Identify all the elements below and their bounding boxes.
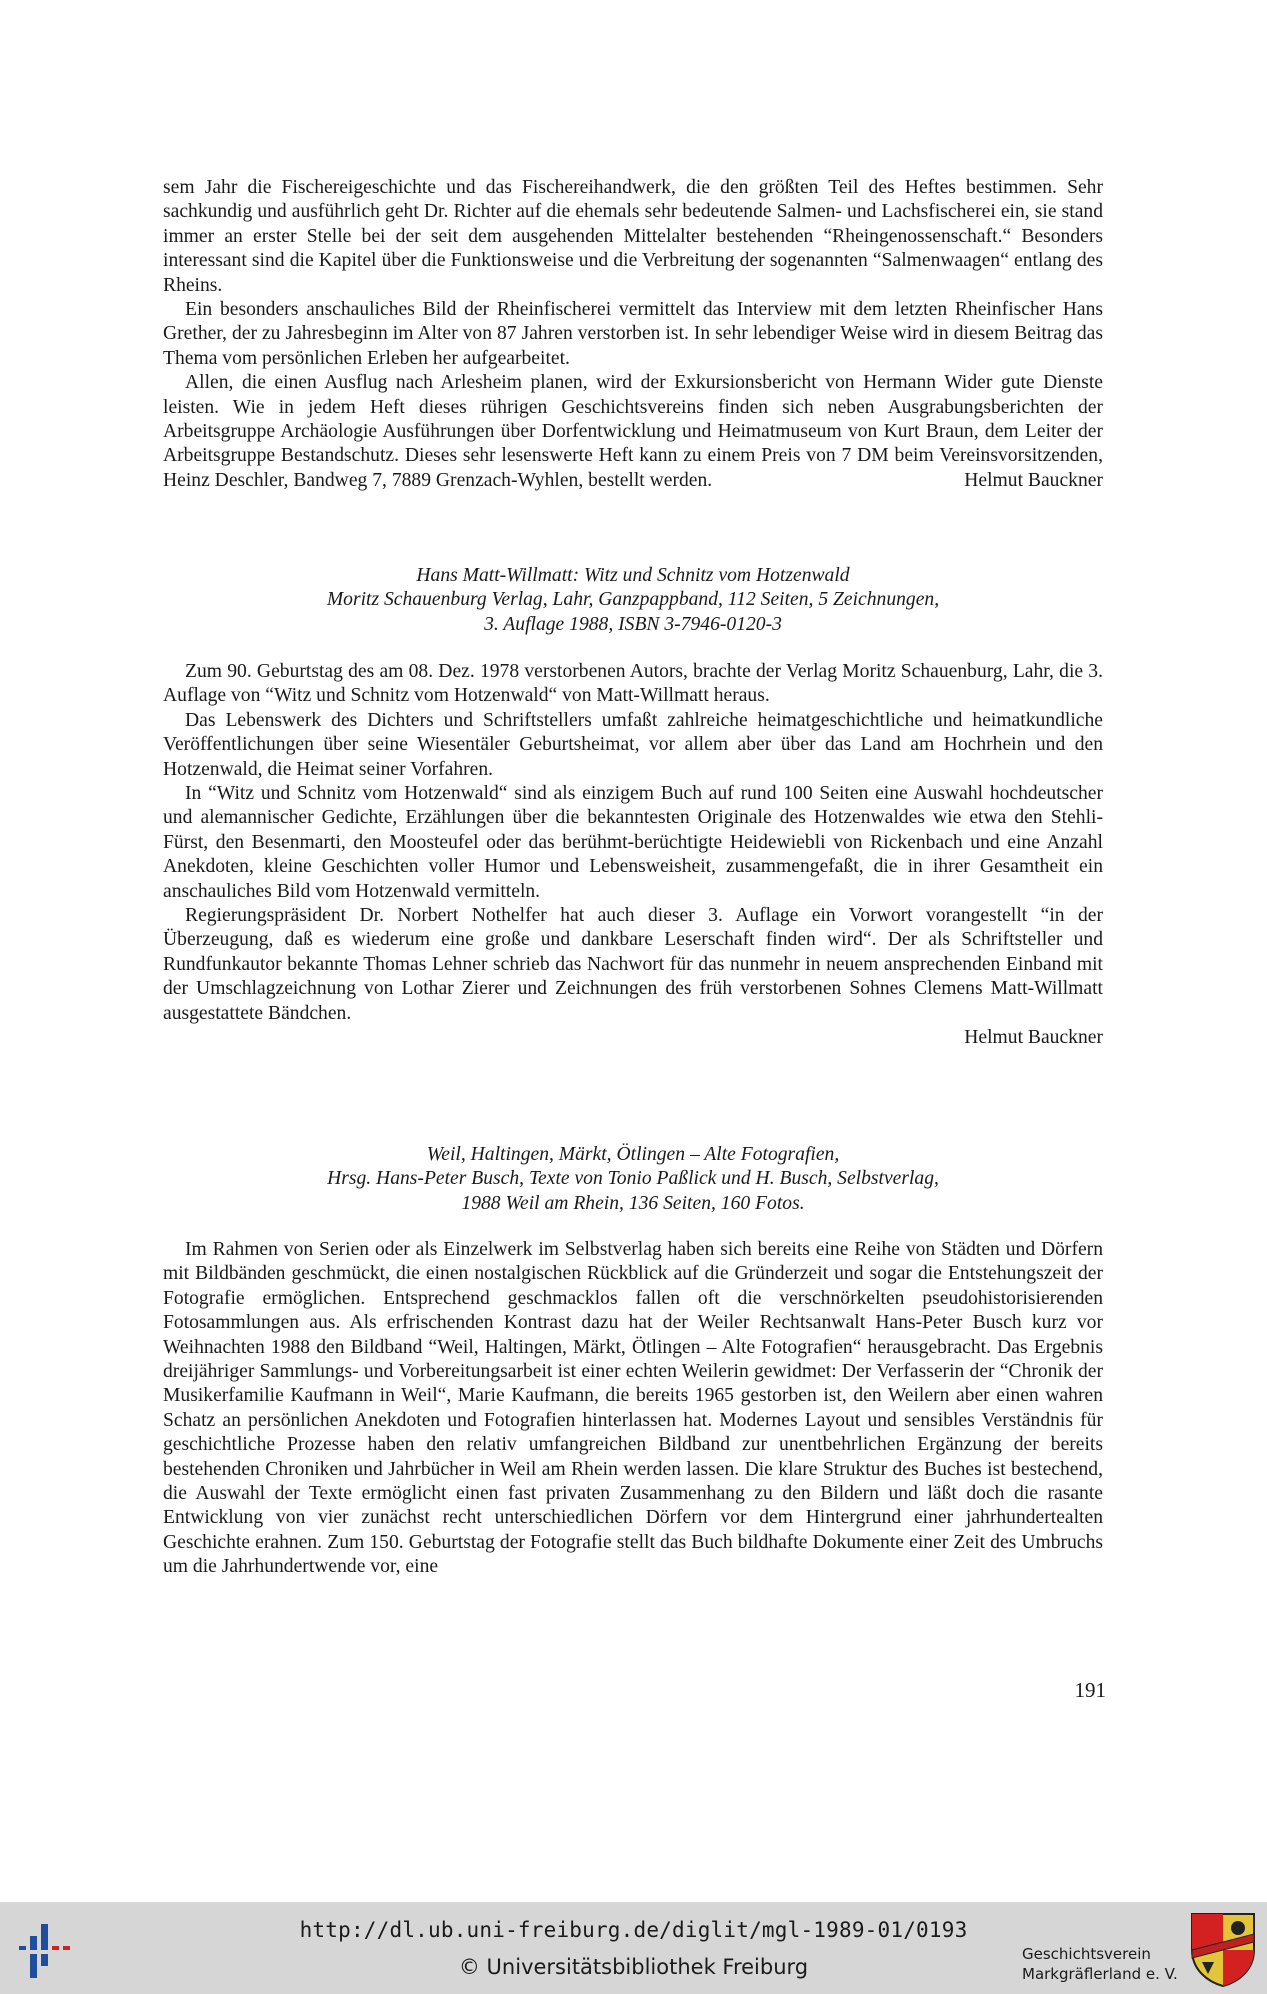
org-name-line: Markgräflerland e. V. [1022,1965,1178,1983]
heading-line: Moritz Schauenburg Verlag, Lahr, Ganzpappband, 112 Seiten, 5 Zeichnungen, [326,589,940,611]
review-section-3 [163,1238,1103,1580]
heading-line: Hans Matt-Willmatt: Witz und Schnitz vom Hotzenwald [416,565,850,586]
paragraph: sem Jahr die Fischereigeschichte und das Fischereihandwerk, die den größten Teil des Heftes bestimmen. Sehr sachkundig und ausführlich geht Dr. Richter auf die ehemals sehr bedeutende Salmen- und Lachsfischerei ein, sie stand immer an erster Stelle bei der seit dem ausgehenden Mittelalter bestehenden “Rheingenossenschaft.“ Besonders interessant sind die Kapitel über die Funktionsweise und die Verbreitung der sogenannten “Salmenwaagen“ entlang des Rheins. [163,177,1103,296]
book-heading-3 [163,1143,1103,1216]
book-heading-2 [163,564,1103,637]
paragraph: Allen, die einen Ausflug nach Arlesheim planen, wird der Exkursionsbericht von Hermann Wider gute Dienste leisten. Wie in jedem Heft dieses rührigen Geschichtsvereins finden sich neben Ausgrabungsberichten der Arbeitsgruppe Archäologie Ausführungen über Dorfentwicklung und Heimatmuseum von Kurt Braun, dem Leiter der Arbeitsgruppe Bestandschutz. Dieses sehr lesenswerte Heft kann zu einem Preis von 7 DM beim Vereinsvorsitzenden, Heinz Deschler, Bandweg 7, 7889 Grenzach-Wyhlen, bestellt werden. [163,372,1103,491]
copyright-notice: © Universitätsbibliothek Freiburg [458,1955,809,1979]
review-section-2 [163,660,1103,1051]
paragraph: Zum 90. Geburtstag des am 08. Dez. 1978 verstorbenen Autors, brachte der Verlag Moritz Schauenburg, Lahr, die 3. Auflage von “Witz und Schnitz vom Hotzenwald“ von Matt-Willmatt heraus. [163,661,1103,707]
review-section-1 [163,176,1103,493]
paragraph: Das Lebenswerk des Dichters und Schriftstellers umfaßt zahlreiche heimatgeschichtliche und heimatkundliche Veröffentlichungen über seine Wiesentäler Geburtsheimat, vor allem aber über das Land am Hochrhein und den Hotzenwald, die Heimat seiner Vorfahren. [163,709,1103,780]
coat-of-arms-icon [1188,1910,1258,1988]
org-name-line: Geschichtsverein [1022,1945,1151,1963]
page-number: 191 [1074,1678,1106,1702]
paragraph: Im Rahmen von Serien oder als Einzelwerk im Selbstverlag haben sich bereits eine Reihe von Städten und Dörfern mit Bildbänden geschmückt, die einen nostalgischen Rückblick auf die Gründerzeit und sogar die Entstehungszeit der Fotografie ermöglichen. Entsprechend geschmacklos fallen oft die verschnörkelten pseudohistorisierenden Fotosammlungen aus. Als erfrischenden Kontrast dazu hat der Weiler Rechtsanwalt Hans-Peter Busch kurz vor Weihnachten 1988 den Bildband “Weil, Haltingen, Märkt, Ötlingen – Alte Fotografien“ herausgebracht. Das Ergebnis dreijähriger Sammlungs- und Vorbereitungsarbeit ist einer echten Weilerin gewidmet: Der Verfasserin der “Chronik der Musikerfamilie Kaufmann in Weil“, Marie Kaufmann, die bereits 1965 gestorben ist, den Weilern aber einen wahren Schatz an persönlichen Anekdoten und Fotografien hinterlassen hat. Modernes Layout und sensibles Verständnis für geschichtliche Prozesse haben den relativ umfangreichen Bildband zur unentbehrlichen Ergänzung der bereits bestehenden Chroniken und Jahrbücher in Weil am Rhein werden lassen. Die klare Struktur des Buches ist bestechend, die Auswahl der Texte ermöglicht einen fast privaten Zusammenhang zu den Bildern und läßt doch die rasante Entwicklung von vier zunächst recht unterschiedlichen Dörfern vor dem Hintergrund einer jahrhundertealten Geschichte erahnen. Zum 150. Geburtstag der Fotografie stellt das Buch bildhafte Dokumente einer Zeit des Umbruchs um die Jahrhundertwende vor, eine [163,1239,1103,1578]
paragraph: Regierungspräsident Dr. Norbert Nothelfer hat auch dieser 3. Auflage ein Vorwort vorangestellt “in der Überzeugung, daß es wiederum eine große und dankbare Leserschaft finden wird“. Der als Schriftsteller und Rundfunkautor bekannte Thomas Lehner schrieb das Nachwort für das nunmehr in neuem ansprechenden Einband mit der Umschlagzeichnung von Lothar Zierer und Zeichnungen des früh verstorbenen Sohnes Clemens Matt-Willmatt ausgestattete Bändchen. [163,905,1103,1024]
heading-line: 1988 Weil am Rhein, 136 Seiten, 160 Fotos. [461,1192,805,1214]
org-name [1022,1944,1178,1984]
paragraph: Ein besonders anschauliches Bild der Rheinfischerei vermittelt das Interview mit dem letzten Rheinfischer Hans Grether, der zu Jahresbeginn im Alter von 87 Jahren verstorben ist. In sehr lebendiger Weise wird in diesem Beitrag das Thema vom persönlichen Erleben her aufgearbeitet. [163,299,1103,369]
signature: Helmut Bauckner [964,1027,1103,1049]
signature: Helmut Bauckner [964,469,1103,491]
heading-line: Weil, Haltingen, Märkt, Ötlingen – Alte Fotografien, [426,1144,840,1165]
footer-bar [0,1902,1267,1994]
source-url-link[interactable]: http://dl.ub.uni-freiburg.de/diglit/mgl-1989-01/0193 [299,1918,968,1942]
heading-line: 3. Auflage 1988, ISBN 3-7946-0120-3 [484,613,782,635]
paragraph: In “Witz und Schnitz vom Hotzenwald“ sind als einzigem Buch auf rund 100 Seiten eine Auswahl hochdeutscher und alemannischer Gedichte, Erzählungen über die bekanntesten Originale des Hotzenwaldes wie etwa den Stehli-Fürst, den Besenmarti, den Moosteufel oder das berühmt-berüchtigte Heidewiebli von Rickenbach und eine Anzahl Anekdoten, kleine Geschichten voller Humor und Lebensweisheit, zusammengefaßt, die in ihrer Gesamtheit ein anschauliches Bild vom Hotzenwald vermitteln. [163,783,1103,902]
heading-line: Hrsg. Hans-Peter Busch, Texte von Tonio Paßlick und H. Busch, Selbstverlag, [327,1168,939,1190]
